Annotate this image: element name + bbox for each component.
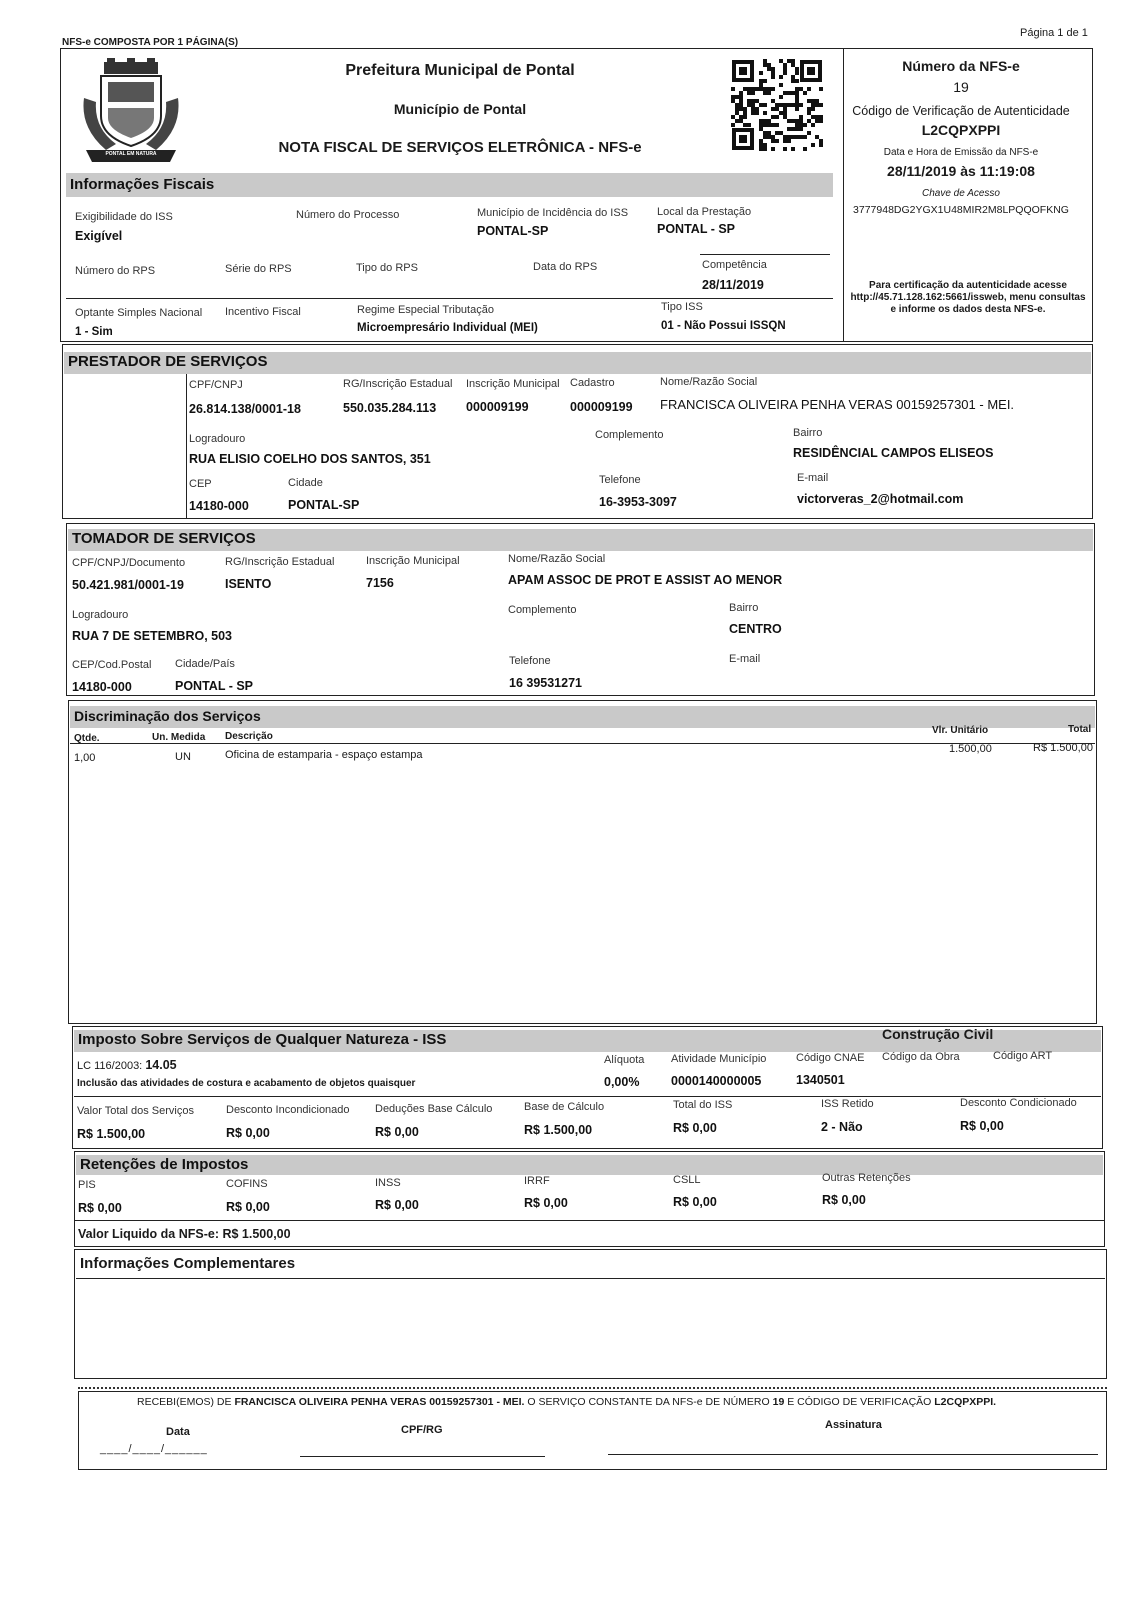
lc-code: 14.05 [145, 1058, 177, 1072]
nfse-numero: 19 [953, 79, 969, 95]
cofins-label: COFINS [226, 1178, 268, 1190]
prestador-cidade-value: PONTAL-SP [288, 498, 360, 512]
prestador-email-label: E-mail [797, 472, 829, 484]
tomador-rg-label: RG/Inscrição Estadual [225, 556, 335, 568]
csll-value: R$ 0,00 [673, 1195, 717, 1209]
valor-liquido-label: Valor Liquido da NFS-e: [78, 1227, 219, 1241]
fiscais-divider-2 [66, 298, 833, 299]
col-total: Total [1068, 724, 1092, 735]
recibo-numero: 19 [772, 1396, 785, 1408]
certificacao-text: Para certificação da autenticidade acesse http://45.71.128.162:5661/issweb, menu consultas e informe os dados desta NFS-e. [850, 280, 1086, 315]
aliquota-value: 0,00% [604, 1075, 640, 1089]
local-prestacao-label: Local da Prestação [657, 206, 752, 218]
qr-code [730, 58, 824, 152]
valor-liquido-value: R$ 1.500,00 [222, 1227, 291, 1241]
numero-processo-label: Número do Processo [296, 209, 400, 221]
atividade-municipio-label: Atividade Município [671, 1053, 767, 1065]
cofins-value: R$ 0,00 [226, 1200, 270, 1214]
tomador-complemento-label: Complemento [508, 604, 577, 616]
prestador-rg-value: 550.035.284.113 [343, 401, 437, 415]
recibo-assinatura-label: Assinatura [825, 1419, 882, 1431]
incentivo-fiscal-label: Incentivo Fiscal [225, 306, 301, 318]
tomador-rg-value: ISENTO [225, 577, 272, 591]
prefeitura-title: Prefeitura Municipal de Pontal [345, 62, 575, 79]
tomador-header: TOMADOR DE SERVIÇOS [68, 529, 1093, 551]
prestador-cep-label: CEP [189, 478, 212, 490]
tomador-cidade-value: PONTAL - SP [175, 679, 254, 693]
prestador-bairro-label: Bairro [793, 427, 823, 439]
iss-header: Imposto Sobre Serviços de Qualquer Natureza - ISS [74, 1030, 1101, 1052]
item-total: R$ 1.500,00 [1033, 742, 1093, 754]
recibo-nome: FRANCISCA OLIVEIRA PENHA VERAS 00159257301 - MEI. [234, 1396, 525, 1408]
csll-label: CSLL [673, 1174, 701, 1186]
tomador-email-label: E-mail [729, 653, 761, 665]
tomador-logradouro-label: Logradouro [72, 609, 129, 621]
logo-band-text: PONTAL EM NATURA [105, 151, 157, 157]
prestador-cnpj-value: 26.814.138/0001-18 [189, 402, 301, 416]
lc-prefix: LC 116/2003: [77, 1060, 143, 1072]
prestador-telefone-label: Telefone [599, 474, 641, 486]
lc-description: Inclusão das atividades de costura e acabamento de objetos quaisquer [77, 1078, 416, 1089]
data-emissao: 28/11/2019 às 11:19:08 [887, 163, 1035, 179]
tomador-cep-value: 14180-000 [72, 680, 132, 694]
recibo-assinatura-line [608, 1454, 1098, 1455]
competencia-label: Competência [702, 259, 767, 271]
item-un: UN [175, 751, 191, 763]
deducoes-value: R$ 0,00 [375, 1125, 419, 1139]
retencoes-header: Retenções de Impostos [76, 1155, 1103, 1175]
simples-nacional-label: Optante Simples Nacional [75, 307, 203, 319]
nfse-composta-label: NFS-e COMPOSTA POR 1 PÁGINA(S) [62, 37, 239, 48]
chave-acesso-label: Chave de Acesso [921, 188, 1000, 199]
tomador-bairro-value: CENTRO [729, 622, 782, 636]
prestador-logradouro-label: Logradouro [189, 433, 246, 445]
tomador-nome-label: Nome/Razão Social [508, 553, 606, 565]
pis-value: R$ 0,00 [78, 1201, 122, 1215]
simples-nacional-value: 1 - Sim [75, 326, 113, 338]
competencia-value: 28/11/2019 [702, 278, 764, 292]
inss-label: INSS [375, 1177, 401, 1189]
prestador-telefone-value: 16-3953-3097 [599, 495, 677, 509]
page-number: Página 1 de 1 [1020, 27, 1088, 39]
aliquota-label: Alíquota [604, 1054, 645, 1066]
desconto-condicionado-value: R$ 0,00 [960, 1119, 1004, 1133]
recibo-text [137, 1396, 996, 1408]
base-calculo-label: Base de Cálculo [524, 1101, 605, 1113]
prestador-nome-label: Nome/Razão Social [660, 376, 758, 388]
tomador-cnpj-label: CPF/CNPJ/Documento [72, 557, 186, 569]
col-descricao: Descrição [225, 731, 273, 742]
total-iss-label: Total do ISS [673, 1099, 733, 1111]
codigo-cnae-label: Código CNAE [796, 1052, 865, 1064]
municipio-incidencia-value: PONTAL-SP [477, 224, 549, 238]
tipo-rps-label: Tipo do RPS [356, 262, 418, 274]
tomador-cidade-label: Cidade/País [175, 658, 235, 670]
iss-retido-label: ISS Retido [821, 1098, 874, 1110]
recibo-cpf-line [300, 1456, 545, 1457]
tipo-iss-value: 01 - Não Possui ISSQN [661, 320, 786, 332]
item-descricao: Oficina de estamparia - espaço estampa [225, 749, 423, 761]
prestador-email-value: victorveras_2@hotmail.com [797, 492, 964, 506]
prestador-cadastro-value: 000009199 [570, 400, 633, 414]
item-vlr-unitario: 1.500,00 [949, 743, 992, 755]
lc-label [77, 1058, 177, 1072]
recibo-mid: O SERVIÇO CONSTANTE DA NFS-e DE NÚMERO [527, 1396, 770, 1408]
pis-label: PIS [78, 1179, 96, 1191]
iss-retido-value: 2 - Não [821, 1120, 863, 1134]
prestador-cep-tick [186, 470, 187, 512]
codigo-cnae-value: 1340501 [796, 1073, 845, 1087]
iss-divider [74, 1096, 1101, 1097]
municipal-coat-of-arms-logo [76, 58, 186, 166]
fiscais-divider-1 [700, 254, 830, 255]
base-calculo-value: R$ 1.500,00 [524, 1123, 593, 1137]
col-vlr-unitario: Vlr. Unitário [932, 725, 989, 736]
codigo-verificacao: L2CQPXPPI [921, 122, 1001, 138]
tipo-iss-label: Tipo ISS [661, 301, 703, 313]
prestador-nome-value: FRANCISCA OLIVEIRA PENHA VERAS 00159257301 - MEI. [660, 397, 1015, 412]
prestador-cidade-label: Cidade [288, 477, 323, 489]
numero-rps-label: Número do RPS [75, 265, 156, 277]
recibo-data-label: Data [166, 1426, 190, 1438]
prestador-cnpj-label: CPF/CNPJ [189, 379, 243, 391]
prestador-header: PRESTADOR DE SERVIÇOS [64, 352, 1091, 374]
municipio-title: Município de Pontal [393, 101, 527, 117]
servicos-box [68, 700, 1097, 1024]
municipio-incidencia-label: Município de Incidência do ISS [477, 207, 629, 219]
construcao-civil-label: Construção Civil [882, 1026, 994, 1042]
codigo-art-label: Código ART [993, 1050, 1053, 1062]
local-prestacao-value: PONTAL - SP [657, 222, 736, 236]
exigibilidade-value: Exigível [75, 229, 123, 243]
prestador-im-label: Inscrição Municipal [466, 378, 560, 390]
informacoes-fiscais-header: Informações Fiscais [66, 173, 833, 197]
tomador-im-value: 7156 [366, 576, 394, 590]
prestador-cep-value: 14180-000 [189, 499, 249, 513]
regime-especial-value: Microempresário Individual (MEI) [357, 322, 538, 334]
servicos-col-divider [70, 743, 1095, 744]
data-emissao-label: Data e Hora de Emissão da NFS-e [883, 147, 1039, 158]
codigo-obra-label: Código da Obra [882, 1051, 960, 1063]
nota-fiscal-title: NOTA FISCAL DE SERVIÇOS ELETRÔNICA - NFS-e [278, 139, 642, 156]
col-qtde: Qtde. [74, 733, 100, 744]
desconto-incondicionado-label: Desconto Incondicionado [226, 1104, 350, 1116]
prestador-logradouro-value: RUA ELISIO COELHO DOS SANTOS, 351 [189, 452, 431, 466]
item-qtde: 1,00 [74, 752, 96, 764]
atividade-municipio-value: 0000140000005 [671, 1074, 762, 1088]
desconto-incondicionado-value: R$ 0,00 [226, 1126, 270, 1140]
chave-acesso: 3777948DG2YGX1U48MIR2M8LPQQOFKNG [853, 204, 1069, 216]
outras-retencoes-value: R$ 0,00 [822, 1193, 866, 1207]
tomador-nome-value: APAM ASSOC DE PROT E ASSIST AO MENOR [508, 573, 783, 587]
tomador-bairro-label: Bairro [729, 602, 759, 614]
valor-liquido [78, 1227, 291, 1241]
recibo-pre: RECEBI(EMOS) DE [137, 1396, 232, 1408]
tomador-telefone-value: 16 39531271 [509, 676, 582, 690]
recibo-codigo: L2CQPXPPI. [934, 1396, 997, 1408]
total-iss-value: R$ 0,00 [673, 1121, 717, 1135]
tomador-logradouro-value: RUA 7 DE SETEMBRO, 503 [72, 629, 232, 643]
tomador-im-label: Inscrição Municipal [366, 555, 460, 567]
nfse-numero-label: Número da NFS-e [902, 58, 1020, 74]
prestador-bairro-value: RESIDÊNCIAL CAMPOS ELISEOS [793, 446, 994, 460]
codigo-verificacao-label: Código de Verificação de Autenticidade [852, 104, 1070, 118]
irrf-value: R$ 0,00 [524, 1196, 568, 1210]
inss-value: R$ 0,00 [375, 1198, 419, 1212]
desconto-condicionado-label: Desconto Condicionado [960, 1097, 1077, 1109]
serie-rps-label: Série do RPS [225, 263, 292, 275]
col-un-medida: Un. Medida [152, 732, 206, 743]
data-rps-label: Data do RPS [533, 261, 598, 273]
cut-line [78, 1387, 1107, 1389]
recibo-cpf-label: CPF/RG [401, 1424, 443, 1436]
exigibilidade-label: Exigibilidade do ISS [75, 211, 173, 223]
tomador-telefone-label: Telefone [509, 655, 551, 667]
irrf-label: IRRF [524, 1175, 550, 1187]
deducoes-label: Deduções Base Cálculo [375, 1103, 493, 1115]
recibo-mid2: E CÓDIGO DE VERIFICAÇÃO [787, 1396, 932, 1408]
valor-total-servicos-value: R$ 1.500,00 [77, 1127, 146, 1141]
tomador-cnpj-value: 50.421.981/0001-19 [72, 578, 184, 592]
complementares-divider [76, 1278, 1105, 1279]
prestador-rg-label: RG/Inscrição Estadual [343, 378, 453, 390]
prestador-cadastro-label: Cadastro [570, 377, 615, 389]
valor-total-servicos-label: Valor Total dos Serviços [77, 1105, 194, 1117]
outras-retencoes-label: Outras Retenções [822, 1172, 911, 1184]
header-divider [843, 48, 844, 342]
tomador-cep-label: CEP/Cod.Postal [72, 659, 152, 671]
regime-especial-label: Regime Especial Tributação [357, 304, 494, 316]
complementares-header: Informações Complementares [80, 1255, 296, 1272]
prestador-complemento-label: Complemento [595, 429, 664, 441]
recibo-data-blank: ____/____/______ [100, 1443, 208, 1455]
servicos-header: Discriminação dos Serviços [70, 706, 1095, 728]
prestador-im-value: 000009199 [466, 400, 529, 414]
